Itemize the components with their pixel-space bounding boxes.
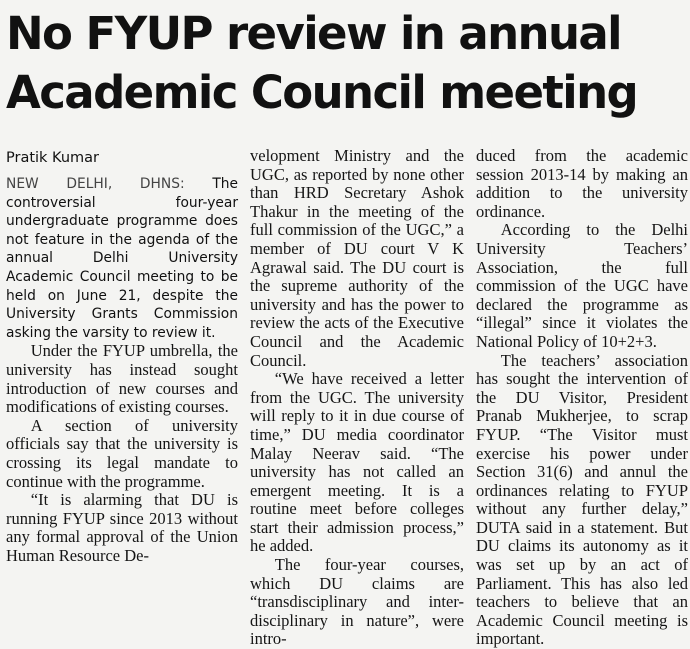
article-column-2 xyxy=(250,146,464,649)
body-paragraph: duced from the academic session 2013-14 by making an addition to the university ordinance. xyxy=(476,146,688,221)
body-paragraph: velopment Ministry and the UGC, as reported by none other than HRD Secretary Ashok Thakur in the meeting of the full commission of the UGC,” a member of DU court V K Agrawal said. The DU court is the supreme authority of the university and has the power to review the acts of the Executive Council and the Academic Council. xyxy=(250,146,464,370)
body-paragraph: A section of university officials say that the university is crossing its legal mandate to continue with the programme. xyxy=(6,415,238,491)
article-column-3 xyxy=(476,146,688,649)
body-paragraph: The four-year courses, which DU claims are “transdisciplinary and inter-disciplinary in nature”, were intro- xyxy=(250,555,464,649)
article-column-1 xyxy=(6,147,238,634)
lead-text: The controversial four-year undergraduate programme does not feature in the agenda of the annual Delhi University Academic Council meeting to be held on June 21, despite the University Grants Commission asking the varsity to review it. xyxy=(6,176,238,341)
body-paragraph: “It is alarming that DU is running FYUP since 2013 without any formal approval of the Union Human Resource De- xyxy=(6,490,238,565)
body-paragraph: “We have received a letter from the UGC. The university will reply to it in due course of time,” DU media coordinator Malay Neerav said. “The university has not called an emergent meeting. It is a routine meet before colleges start their admission process,” he added. xyxy=(250,369,464,556)
body-paragraph: The teachers’ association has sought the intervention of the DU Visitor, President Pranab Mukherjee, to scrap FYUP. “The Visitor must exercise his power under Section 31(6) and annul the ordinances relating to FYUP without any further delay,” DUTA said in a statement. But DU claims its autonomy as it was set up by an act of Parliament. This has also led teachers to believe that an Academic Council meeting is important. xyxy=(476,350,688,649)
lead-paragraph xyxy=(6,175,238,342)
headline xyxy=(6,4,686,122)
body-paragraph: Under the FYUP umbrella, the university has instead sought introduction of new courses and modifications of existing courses. xyxy=(6,341,238,417)
body-paragraph: According to the Delhi University Teachers’ Association, the full commission of the UGC have declared the programme as “illegal” since it violates the National Policy of 10+2+3. xyxy=(476,220,688,351)
headline-line-1: No FYUP review in annual xyxy=(6,7,621,60)
dateline: NEW DELHI, DHNS: xyxy=(6,176,185,192)
byline: Pratik Kumar xyxy=(6,150,100,166)
headline-line-2: Academic Council meeting xyxy=(6,66,638,119)
